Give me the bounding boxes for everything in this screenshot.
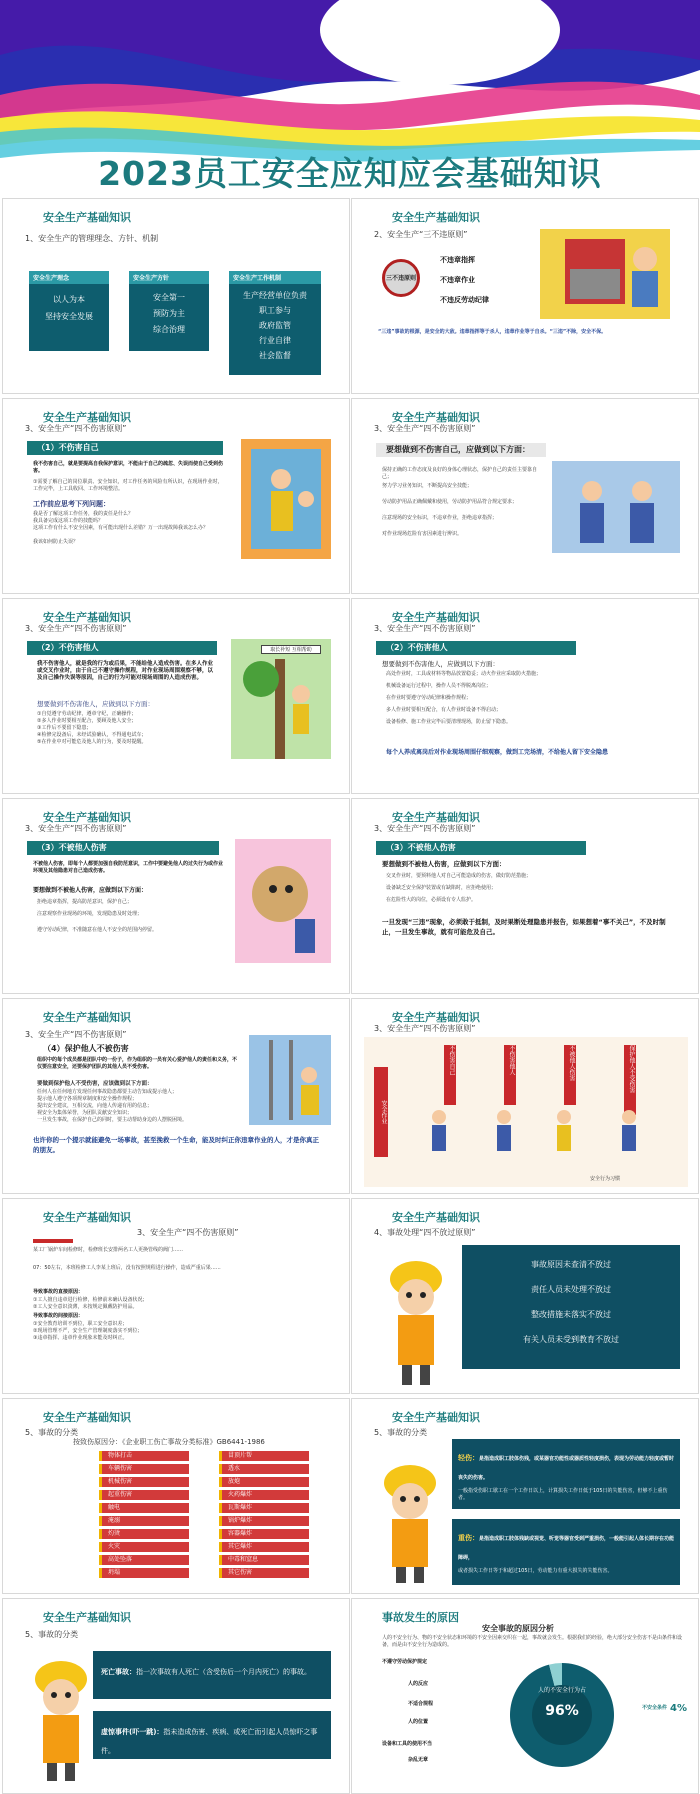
case-text: 07：50左右，本班检修工人李某上班后，没有按照规程进行操作，造成严重后果…… [33,1265,221,1271]
worker-mascot-illustration [376,1249,456,1389]
diagram-label: 不伤害自己 [444,1045,456,1105]
cause-heading: 导致事故的间接原因： [33,1313,84,1319]
near-miss-text: 指未造成伤害、疾病、或死亡而引起人员惊吓之事件。 [101,1728,318,1755]
category-item: 透水 [219,1464,309,1474]
section-heading: （4）保护他人不被伤害 [43,1044,129,1053]
category-item: 冒顶片帮 [219,1451,309,1461]
list-item: 对作业现场危险有害因素进行辨识。 [382,531,463,537]
slide-title: 安全生产基础知识 [392,611,480,624]
footer-note: 一旦发现“三违”现象，必须敢于抵制，及时果断处理隐患并报告，如果想着“事不关己”，不及时制止，一旦发生事故，就有可能危及自己。 [382,918,666,936]
slide-not-hurt-others-2 [351,598,699,794]
slide-injury-types [351,1398,699,1594]
question-heading: 要想做到不被他人伤害，应做到以下方面： [382,860,506,868]
slide-title: 安全生产基础知识 [43,211,131,224]
light-injury-panel [452,1439,680,1509]
list-item: 努力学习业务知识，不断提高安全技能； [382,483,473,489]
card-item: 安全第一 [153,293,185,302]
three-no-circle: 三不违原则 [382,259,420,297]
list-item: ②多人作业时要相互配合，要顾及他人安全； [37,718,137,724]
question-heading: 工作前应思考下列问题： [33,500,110,508]
slide-subtitle: 2、安全生产“三不违原则” [374,230,468,239]
slide-subtitle: 3、安全生产“四不伤害原则” [25,1030,127,1039]
slide-title: 安全生产基础知识 [392,211,480,224]
slide-subtitle: 3、安全生产“四不伤害原则” [25,624,127,633]
list-item: 交叉作业时，要预料他人对自己可能造成的伤害，做好防范措施； [386,873,532,879]
pie-center-label: 人的不安全行为占 [537,1687,586,1694]
list-item: 在危险性大的岗位，必须设有专人监护。 [386,897,477,903]
death-accident-label: 死亡事故： [101,1668,136,1676]
four-no-harm-diagram [364,1037,688,1187]
principle-item: 事故原因未查清不放过 [531,1260,611,1269]
list-item: 劳动防护用品正确佩戴和使用，劳动防护用品符合规定要求； [382,499,518,505]
list-item: 我是否了解这项工作任务，我的责任是什么？ [33,511,134,517]
slide-title: 安全生产基础知识 [43,1011,131,1024]
rule-item: 不违章作业 [440,276,475,284]
slide-three-no-violations [351,198,699,394]
policy-card [129,271,209,351]
card-item: 政府监管 [259,321,291,330]
rule-item: 不违章指挥 [440,256,475,264]
near-miss-panel [93,1711,331,1759]
section-bar: （2）不伤害他人 [27,641,217,655]
list-item: 注意现场的安全标识，不违章作业，拒绝违章指挥； [382,515,498,521]
other-value: 4% [670,1703,687,1714]
category-item: 车辆伤害 [99,1464,189,1474]
slide-subtitle: 5、事故的分类 [25,1630,79,1639]
page-header [0,0,700,200]
category-item: 放炮 [219,1477,309,1487]
slide-title: 安全生产基础知识 [43,1211,131,1224]
section-bar: 要想做到不伤害自己，应做到以下方面： [376,443,546,457]
workers-figures [394,1097,684,1177]
category-item: 坍塌 [99,1568,189,1578]
diagram-label: 保护他人不受伤害 [624,1045,636,1115]
cause-label: 不适合规程 [408,1701,434,1707]
serious-injury-detail: 或者损失工作日等于和超过105日，劳动能力有重大损失的失能伤害。 [458,1568,613,1574]
category-item: 火药爆炸 [219,1490,309,1500]
slide-four-no-let-go [351,1198,699,1394]
slide-case-study [2,1198,350,1394]
pie-center-value: 96% [545,1703,579,1719]
slide-subtitle: 3、安全生产“四不伤害原则” [374,824,476,833]
list-item: 一旦发生事故，在保护自己的同时，要主动帮助身边的人摆脱困境。 [37,1117,188,1123]
category-item: 高处坠落 [99,1555,189,1565]
cause-label: 设备和工具的使用不当 [382,1741,433,1747]
card-item: 社会监督 [259,351,291,360]
list-item: ③工作后不要留下隐患； [37,725,92,731]
light-injury-detail: 一般指受伤职工歇工在一个工作日以上，计算损失工作日低于105日的失能伤害，但够不上重伤者。 [458,1488,668,1501]
workers-illustration [552,461,680,553]
danger-illustration [235,839,331,963]
question-heading: 要做到保护他人不受伤害，应该做到以下方面： [37,1081,153,1087]
list-item: 在作业时要遵守劳动纪律和操作规程； [386,695,472,701]
diagram-label: 不被他人伤害 [564,1045,576,1105]
footer-note: 也许你的一个提示就能避免一场事故，甚至挽救一个生命，能及时纠正你违章作业的人，才是你真正的朋友。 [33,1136,319,1154]
chart-title: 安全事故的原因分析 [482,1624,554,1633]
slide-subtitle: 4、事故处理“四不放过原则” [374,1228,476,1237]
rule-item: 不违反劳动纪律 [440,296,489,304]
tree-climbing-illustration [231,639,331,759]
slide-management-concept [2,198,350,394]
self-protection-illustration [241,439,331,559]
slide-subtitle: 3、安全生产“四不伤害原则” [25,824,127,833]
category-list-left [99,1451,189,1581]
slide-not-hurt-self [2,398,350,594]
lead-text: 我不伤害自己，就是要提高自我保护意识，不能由于自己的疏忽、失误而使自己受到伤害。 [33,461,224,474]
diagram-caption-left: 安全作业 [374,1067,388,1157]
footer-note: 每个人养成离岗后对作业现场周围仔细观察，做到工完场清，不给他人留下安全隐患 [386,749,609,756]
question-heading: 想要做到不伤害他人，应做到以下方面： [382,660,499,668]
body-text: ①需要了解自己的岗位职责、安全知识，对工作任务的风险有所认识，在现场作业时，工作完毕，上工具收回、工作环境整洁。 [33,479,223,492]
card-item: 职工参与 [259,306,291,315]
category-item: 物体打击 [99,1451,189,1461]
category-item: 其它伤害 [219,1568,309,1578]
ladder-illustration [249,1035,331,1125]
list-item: 拒绝违章指挥，提高防范意识，保护自己； [37,899,133,905]
lead-text: 不被他人伤害，即每个人都要加强自我防范意识，工作中要避免他人的过失行为或作业环境及其他隐患对自己造成伤害。 [33,861,224,874]
worker-mascot-illustration [21,1649,101,1783]
category-item: 其它爆炸 [219,1542,309,1552]
slide-title: 安全生产基础知识 [392,411,480,424]
principle-item: 责任人员未处理不放过 [531,1285,611,1294]
list-item: 提出安全建议，互相交流，向他人传递有用的信息； [37,1103,153,1109]
card-item: 行业自律 [259,336,291,345]
category-item: 机械伤害 [99,1477,189,1487]
slide-title: 安全生产基础知识 [43,1611,131,1624]
card-item: 坚持安全发展 [45,312,93,321]
list-item: ⑤在作业中对可能危及他人的行为，要及时提醒。 [37,739,147,745]
slide-not-be-hurt-2 [351,798,699,994]
near-miss-label: 虚惊事件(吓一跳)： [101,1728,164,1736]
slide-subtitle: 1、安全生产的管理理念、方针、机制 [25,234,159,243]
slide-subtitle: 3、安全生产“四不伤害原则” [25,424,127,433]
diagram-caption-bottom: 安全行为习惯 [590,1176,621,1182]
slide-title: 安全生产基础知识 [392,1011,480,1024]
serious-injury-text: 是指造成职工肢体残缺或视觉、听觉等器官受到严重损伤，一般能引起人体长期存在功能障碍， [458,1536,675,1561]
serious-injury-panel [452,1519,680,1585]
cause-item: ③违章指挥、违章作业现象未能及时纠正。 [33,1335,128,1341]
cause-label: 杂乱无章 [408,1757,429,1763]
category-item: 锅炉爆炸 [219,1516,309,1526]
principle-item: 有关人员未受到教育不放过 [523,1335,619,1344]
card-item: 预防为主 [153,309,185,318]
category-item: 瓦斯爆炸 [219,1503,309,1513]
cause-label: 人的反应 [408,1681,429,1687]
category-item: 容器爆炸 [219,1529,309,1539]
slide-not-hurt-self-measures [351,398,699,594]
lead-text: 组织中的每个成员都是团队中的一份子，作为组织的一员有关心爱护他人的责任和义务，不仅要注意安全，还要保护团队的其他人员不受伤害。 [37,1057,238,1070]
slide-not-be-hurt [2,798,350,994]
list-item: 遵守劳动纪律，不准随意在他人不安全的范围内停留。 [37,927,158,933]
classification-standard: 按致伤原因分：《企业职工伤亡事故分类标准》GB6441-1986 [73,1438,265,1446]
card-item: 生产经营单位负责 [243,291,307,300]
card-head: 安全生产方针 [129,271,209,284]
category-item: 起重伤害 [99,1490,189,1500]
slide-title: 安全生产基础知识 [43,811,131,824]
slide-accident-classification [2,1398,350,1594]
list-item: 视安全为集体荣誉，为团队贡献安全知识； [37,1110,133,1116]
section-bar: （2）不伤害他人 [376,641,576,655]
lead-text: 我不伤害他人，就是我的行为或后果，不能给他人造成伤害。在多人作业或交叉作业时，由于自己不遵守操作规程，对作业现场周围观察不够，以及自己操作失误等原因，自己的行为可能对现场周围的人造成伤害。 [37,661,214,681]
chart-intro: 人的不安全行为、物的不安全状态和环境的不安全因素交织在一起，事故就会发生。根据我们的经验，绝大部分安全伤害不是由条件和设备，而是由不安全行为造成的。 [382,1635,683,1648]
card-head: 安全生产理念 [29,271,109,284]
list-item: 设备检修、施工作业完毕后要清理现场，防止留下隐患。 [386,719,512,725]
slide-title: 安全生产基础知识 [43,1411,131,1424]
card-head: 安全生产工作机制 [229,271,321,284]
list-item: ④检修完设备后，未经试验确认，不得通电试车； [37,732,147,738]
cause-heading: 导致事故的直接原因： [33,1289,84,1295]
mechanism-card [229,271,321,375]
cause-item: ①工人擅自违章进行检修，检修前未确认设备状况； [33,1297,148,1303]
slide-not-hurt-others [2,598,350,794]
other-label: 不安全条件 [642,1705,668,1711]
list-item: 任何人在任何地方发现任何事故隐患都要主动告知或提示他人； [37,1089,178,1095]
light-injury-text: 是指造成职工肢体伤残，或某器官功能性或器质性轻度损伤，表现为劳动能力轻度或暂时丧失的伤害。 [458,1456,675,1481]
section-bar: （3）不被他人伤害 [27,841,219,855]
list-item: 提示他人遵守各项规章制度和安全操作规程； [37,1096,138,1102]
list-item: 我具备完成这项工作的技能吗？ [33,518,104,524]
category-item: 中毒和窒息 [219,1555,309,1565]
serious-injury-label: 重伤： [458,1534,479,1542]
category-item: 火灾 [99,1542,189,1552]
slide-title: 事故发生的原因 [382,1611,459,1624]
light-injury-label: 轻伤： [458,1454,479,1462]
category-item: 触电 [99,1503,189,1513]
concept-card [29,271,109,351]
slide-title: 安全生产基础知识 [43,411,131,424]
slide-subtitle: 5、事故的分类 [374,1428,428,1437]
violation-illustration [540,229,670,319]
list-item: 我该如何防止失误？ [33,539,79,545]
slide-four-no-harm-diagram [351,998,699,1194]
slide-subtitle: 3、安全生产“四不伤害原则” [137,1228,239,1237]
slide-title: 安全生产基础知识 [392,811,480,824]
list-item: 设备缺乏安全保护装置或有缺陷时，应拒绝使用； [386,885,497,891]
section-bar: （1）不伤害自己 [27,441,223,455]
category-item: 淹溺 [99,1516,189,1526]
rule-note: “三违”事故的根源，是安全的大敌。违章指挥等于杀人，违章作业等于自杀。“三违”不除，安全不保。 [378,329,607,335]
principle-panel [462,1245,680,1369]
page-title: 2023员工安全应知应会基础知识 [98,154,602,193]
slide-subtitle: 5、事故的分类 [25,1428,79,1437]
accent-line [33,1239,73,1243]
death-accident-panel [93,1651,331,1699]
cause-label: 人的位置 [408,1719,429,1725]
principle-item: 整改措施未落实不放过 [531,1310,611,1319]
list-item: 注意观察作业现场的环境，发现隐患及时处理； [37,911,143,917]
list-item: 高处作业时，工具或材料等物品放置稳妥；动火作业应采取防火措施； [386,671,542,677]
question-heading: 想要做到不伤害他人，应做到以下方面： [37,700,154,708]
list-item: 保持正确的工作态度及良好的身体心理状态，保护自己的责任主要靠自己； [382,467,538,480]
slide-subtitle: 3、安全生产“四不伤害原则” [374,424,476,433]
case-text: 某工厂锅炉车间检修时，检修班长安排两名工人更换管线的阀门…… [33,1247,184,1253]
slide-death-and-near-miss [2,1598,350,1794]
card-item: 以人为本 [53,295,85,304]
worker-mascot-illustration [370,1453,450,1583]
list-item: 这项工作有什么不安全因素，有可能出现什么差错？万一出现故障我该怎么办？ [33,525,209,531]
cause-item: ②现场管理不严，安全生产管理制度落实不到位； [33,1328,143,1334]
death-accident-text: 指一次事故有人死亡（含受伤后一个月内死亡）的事故。 [136,1668,311,1676]
list-item: 多人作业时要相互配合，有人作业时设备不得启动； [386,707,502,713]
slide-title: 安全生产基础知识 [43,611,131,624]
slide-title: 安全生产基础知识 [392,1211,480,1224]
slide-title: 安全生产基础知识 [392,1411,480,1424]
question-heading: 要想做到不被他人伤害，应做到以下方面： [33,887,148,894]
slide-subtitle: 3、安全生产“四不伤害原则” [374,1024,476,1033]
section-bar: （3）不被他人伤害 [376,841,586,855]
card-item: 综合治理 [153,325,185,334]
cause-label: 不遵守劳动保护规定 [382,1659,428,1665]
category-item: 灼烫 [99,1529,189,1539]
diagram-label: 不伤害他人 [504,1045,516,1105]
slide-protect-others [2,998,350,1194]
list-item: 机械设备运行过程中，操作人员不得脱离岗位； [386,683,492,689]
cause-item: ①安全教育培训不到位，职工安全意识差； [33,1321,128,1327]
slide-accident-causes [351,1598,699,1794]
list-item: ①自觉遵守劳动纪律，遵章守纪，正确操作； [37,711,137,717]
category-list-right [219,1451,309,1581]
speech-bubble: 取长补短 互相帮助 [261,645,321,654]
cause-item: ②工人安全意识淡薄，未按规定佩戴防护用品。 [33,1304,138,1310]
slide-subtitle: 3、安全生产“四不伤害原则” [374,624,476,633]
